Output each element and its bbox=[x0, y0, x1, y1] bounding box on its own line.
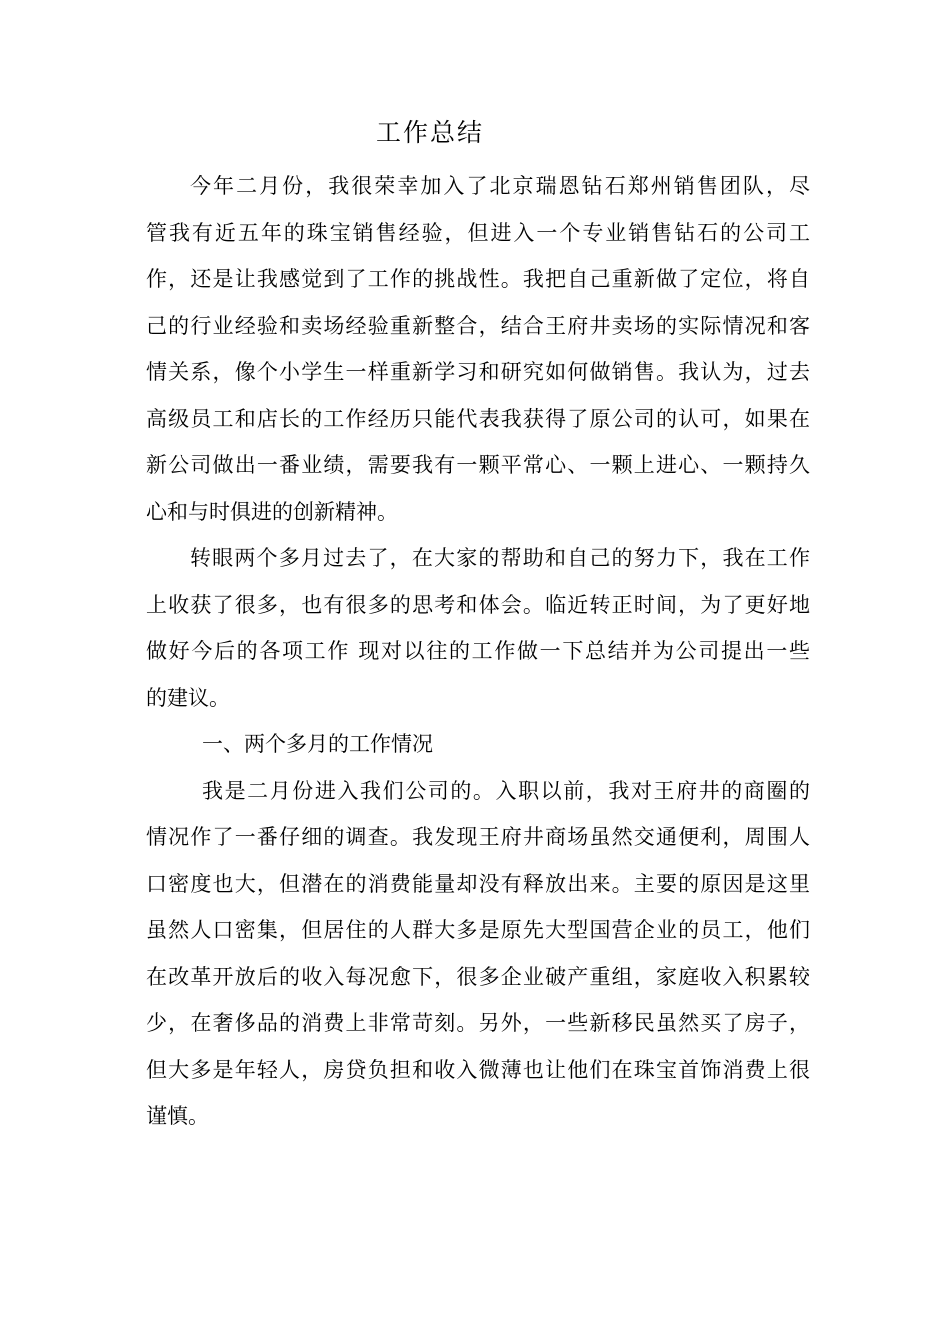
text-line: 己的行业经验和卖场经验重新整合，结合王府井卖场的实际情况和客 bbox=[146, 313, 810, 338]
text-line: 少，在奢侈品的消费上非常苛刻。另外，一些新移民虽然买了房子， bbox=[146, 1011, 810, 1035]
text-line: 口密度也大，但潜在的消费能量却没有释放出来。主要的原因是这里 bbox=[146, 871, 810, 896]
text-line: 上收获了很多，也有很多的思考和体会。临近转正时间，为了更好地 bbox=[146, 592, 810, 617]
text-line: 作，还是让我感觉到了工作的挑战性。我把自己重新做了定位，将自 bbox=[146, 267, 810, 291]
text-line: 但大多是年轻人，房贷负担和收入微薄也让他们在珠宝首饰消费上很 bbox=[146, 1057, 810, 1082]
text-line: 新公司做出一番业绩，需要我有一颗平常心、一颗上进心、一颗持久 bbox=[146, 453, 810, 477]
text-line: 情况作了一番仔细的调查。我发现王府井商场虽然交通便利，周围人 bbox=[146, 825, 810, 849]
text-line: 转眼两个多月过去了，在大家的帮助和自己的努力下，我在工作 bbox=[190, 546, 810, 570]
text-line: 管我有近五年的珠宝销售经验，但进入一个专业销售钻石的公司工 bbox=[146, 220, 810, 245]
section-heading-1 bbox=[146, 721, 810, 768]
text-line: 谨慎。 bbox=[146, 1104, 209, 1128]
document-title: 工作总结 bbox=[375, 118, 484, 147]
text-line: 的建议。 bbox=[146, 685, 230, 710]
document-body bbox=[146, 163, 810, 1140]
text-line: 做好今后的各项工作 现对以往的工作做一下总结并为公司提出一些 bbox=[146, 639, 810, 663]
text-line: 今年二月份，我很荣幸加入了北京瑞恩钻石郑州销售团队，尽 bbox=[190, 174, 810, 198]
section-heading: 一、两个多月的工作情况 bbox=[202, 732, 433, 756]
text-line: 情关系，像个小学生一样重新学习和研究如何做销售。我认为，过去 bbox=[146, 360, 810, 384]
text-line: 高级员工和店长的工作经历只能代表我获得了原公司的认可，如果在 bbox=[146, 406, 810, 431]
paragraph-2 bbox=[146, 535, 810, 721]
paragraph-3 bbox=[146, 768, 810, 1140]
text-line: 在改革开放后的收入每况愈下，很多企业破产重组，家庭收入积累较 bbox=[146, 964, 810, 989]
text-line: 心和与时俱进的创新精神。 bbox=[146, 499, 398, 524]
paragraph-1 bbox=[146, 163, 810, 535]
text-line: 我是二月份进入我们公司的。入职以前，我对王府井的商圈的 bbox=[202, 778, 810, 803]
text-line: 虽然人口密集，但居住的人群大多是原先大型国营企业的员工，他们 bbox=[146, 918, 810, 942]
